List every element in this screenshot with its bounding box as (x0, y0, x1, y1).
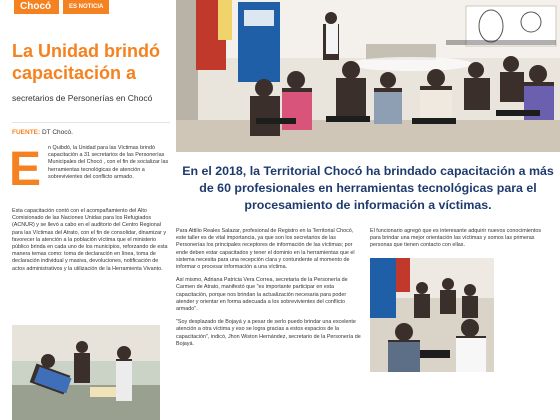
training-room-photo (176, 0, 560, 152)
article-source (12, 129, 73, 136)
activity-photo (12, 325, 160, 420)
drop-cap: E (9, 143, 42, 196)
activity-illustration (12, 325, 160, 420)
section-header (0, 0, 175, 14)
body-paragraph: Así mismo, Adriana Patricia Vera Correa, secretaria de la Personería de Carmen de Atrato, manifestó que "es importante participar en esta capacitación, porque nos brindan la actualización necesaria para poder atender y orientar en forma adecuada a los sobrevivientes del conflicto armado". (176, 277, 348, 313)
body-column-middle (176, 228, 362, 354)
article-subtitle: secretarios de Personerías en Chocó (12, 93, 153, 103)
article-title: La Unidad brindó capacitación a (12, 41, 160, 83)
participants-illustration (370, 258, 494, 372)
body-column-right (370, 228, 550, 256)
training-room-illustration (176, 0, 560, 152)
body-paragraph: "Soy desplazado de Bojayá y a pesar de serlo puedo brindar una excelente atención a otra víctima y eso se logra gracias a estos espacios de la capacitación", indicó, Jhon Wiston Hernández, secretario de la Personería de Bojayá. (176, 319, 361, 347)
section-label: Chocó (14, 0, 59, 14)
body-paragraph-left: Esta capacitación contó con el acompañamiento del Alto Comisionado de las Naciones Unidas para los Refugiados (ACNUR) y se llevó a cabo en el auditorio del Centro Regional para las Víctimas del Atrato, con el fin de consolidar, dinamizar y favorecer la atención a la población víctima que el ministerio público brinda en cada uno de los municipios, reforzando de esta manera temas como: toma de declaración en línea, toma de declaración individual y masiva, devoluciones, notificación de actos administrativos y la utilización de la Herramienta Vivanto. (12, 208, 168, 272)
body-paragraph: El funcionario agregó que es interesante adquirir nuevos conocimientos para brindar una mejor orientación las víctimas y somos las primeras personas que tienen contacto con ellas. (370, 228, 542, 249)
participants-photo (370, 258, 494, 372)
divider (12, 122, 170, 123)
source-label: FUENTE: (12, 129, 41, 136)
body-paragraph: Para Attilio Reales Salazar, profesional de Registro en la Territorial Chocó, este taller es de vital importancia, ya que son los secretarios de las Personerías los principales receptores de información de las víctimas; por ende deben estar capacitados y tener el dominio en la herramientas que el sistema necesita para una recepción clara y contundente al momento de informar o procesar información a una víctima. (176, 228, 355, 271)
intro-paragraph: n Quibdó, la Unidad para las Víctimas brindó capacitación a 31 secretarios de las Personerías Municipales del Chocó , con el fin de socializar las herramientas tecnológicas de atención a sobrevivientes del conflicto armado. (48, 145, 169, 180)
highlight-quote: En el 2018, la Territorial Chocó ha brindado capacitación a más de 60 profesionales en herramientas tecnológicas para el procesamiento de información a víctimas. (182, 164, 554, 212)
news-badge: ES NOTICIA (62, 0, 109, 14)
source-value: DT Chocó. (41, 129, 73, 136)
